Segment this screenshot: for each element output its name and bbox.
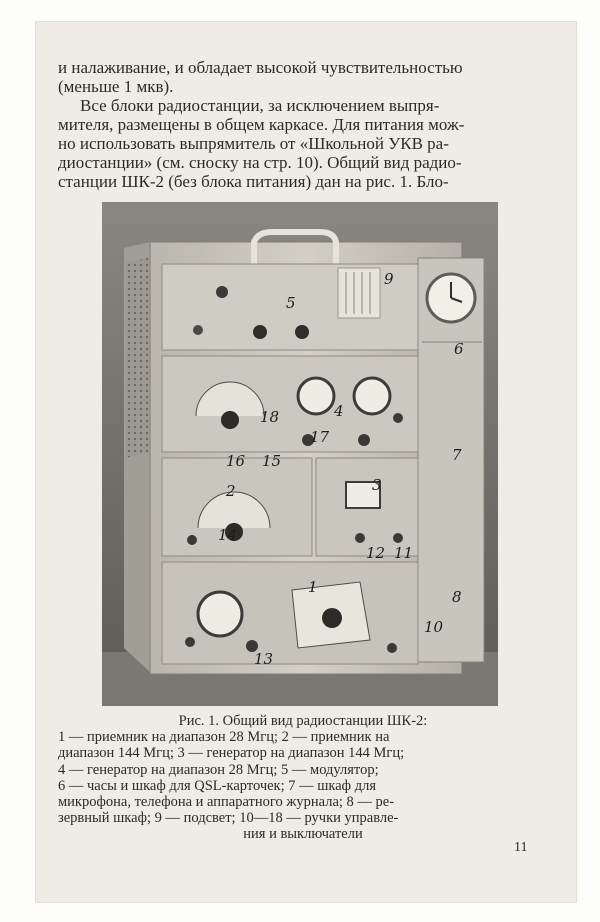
figure-label: 16	[226, 452, 246, 470]
text-line: мителя, размещены в общем каркасе. Для питания мож-	[58, 115, 465, 134]
figure-label: 5	[286, 294, 296, 312]
figure-label: 12	[366, 544, 386, 562]
figure-label: 4	[334, 402, 344, 420]
figure-label: 14	[218, 526, 238, 544]
caption-line: микрофона, телефона и аппаратного журнала; 8 — ре-	[58, 794, 395, 811]
radio-station-photo	[102, 202, 498, 706]
text-line: диостанции» (см. сноску на стр. 10). Общий вид радио-	[58, 153, 462, 172]
page-number: 11	[514, 840, 528, 855]
figure-label: 13	[254, 650, 274, 668]
text-line: (меньше 1 мкв).	[58, 77, 174, 96]
caption-line: 6 — часы и шкаф для QSL-карточек; 7 — шкаф для	[58, 777, 376, 794]
radio-station-illustration	[102, 202, 498, 706]
body-text	[58, 58, 546, 191]
figure-label: 2	[226, 482, 236, 500]
figure-label: 10	[424, 618, 444, 636]
caption-line: 4 — генератор на диапазон 28 Мгц; 5 — модулятор;	[58, 761, 379, 778]
figure-label: 1	[308, 578, 318, 596]
caption-line: диапазон 144 Мгц; 3 — генератор на диапазон 144 Мгц;	[58, 745, 405, 762]
figure-label: 8	[452, 588, 462, 606]
text-line: Все блоки радиостанции, за исключением выпря-	[80, 96, 440, 115]
text-line: и налаживание, и обладает высокой чувствительностью	[58, 58, 463, 77]
figure-label: 6	[454, 340, 464, 358]
text-line: станции ШК-2 (без блока питания) дан на рис. 1. Бло-	[58, 172, 449, 191]
figure-caption	[58, 713, 548, 843]
book-page	[36, 22, 576, 902]
caption-line: ния и выключатели	[243, 826, 363, 843]
figure-label: 18	[260, 408, 280, 426]
figure-label: 9	[384, 270, 394, 288]
figure-label: 15	[262, 452, 282, 470]
caption-line: зервный шкаф; 9 — подсвет; 10—18 — ручки управле-	[58, 810, 399, 827]
figure-label: 17	[310, 428, 330, 446]
figure-label: 11	[394, 544, 414, 562]
figure-label: 7	[452, 446, 462, 464]
text-line: но использовать выпрямитель от «Школьной УКВ ра-	[58, 134, 449, 153]
figure-label: 3	[372, 476, 382, 494]
caption-title: Рис. 1. Общий вид радиостанции ШК-2:	[178, 713, 428, 729]
caption-line: 1 — приемник на диапазон 28 Мгц; 2 — приемник на	[58, 729, 390, 746]
